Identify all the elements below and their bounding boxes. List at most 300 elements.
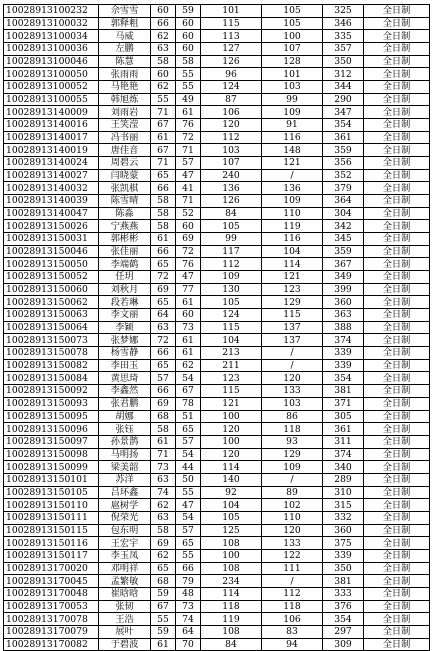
score-3-cell: 120 (201, 423, 262, 436)
total-score-cell: 367 (323, 258, 364, 271)
score-2-cell: 57 (176, 435, 201, 448)
score-4-cell: 115 (262, 309, 323, 322)
candidate-id-cell: 10028913150082 (4, 359, 99, 372)
study-mode-cell: 全日制 (364, 638, 430, 651)
table-row (4, 195, 430, 208)
table-row (4, 587, 430, 600)
score-3-cell: 117 (201, 245, 262, 258)
name-cell: 任玥 (99, 271, 151, 284)
total-score-cell: 344 (323, 81, 364, 94)
score-3-cell: 115 (201, 321, 262, 334)
study-mode-cell: 全日制 (364, 81, 430, 94)
total-score-cell: 290 (323, 93, 364, 106)
candidate-id-cell: 10028913150078 (4, 347, 99, 360)
score-1-cell: 71 (151, 448, 176, 461)
total-score-cell: 374 (323, 448, 364, 461)
name-cell: 马威 (99, 30, 151, 43)
candidate-id-cell: 10028913140016 (4, 119, 99, 132)
score-3-cell: 84 (201, 638, 262, 651)
table-row (4, 575, 430, 588)
score-3-cell: 104 (201, 334, 262, 347)
study-mode-cell: 全日制 (364, 245, 430, 258)
score-3-cell: 105 (201, 511, 262, 524)
table-row (4, 625, 430, 638)
score-2-cell: 58 (176, 55, 201, 68)
score-3-cell: 114 (201, 587, 262, 600)
table-row (4, 93, 430, 106)
study-mode-cell: 全日制 (364, 448, 430, 461)
score-3-cell: 126 (201, 195, 262, 208)
candidate-id-cell: 10028913150117 (4, 549, 99, 562)
total-score-cell: 332 (323, 511, 364, 524)
table-body (4, 5, 430, 651)
score-4-cell: 94 (262, 638, 323, 651)
score-3-cell: 107 (201, 157, 262, 170)
score-2-cell: 73 (176, 321, 201, 334)
study-mode-cell: 全日制 (364, 625, 430, 638)
score-4-cell: 133 (262, 385, 323, 398)
total-score-cell: 356 (323, 157, 364, 170)
name-cell: 郭彬彬 (99, 233, 151, 246)
candidate-id-cell: 10028913150060 (4, 283, 99, 296)
candidate-id-cell: 10028913170048 (4, 587, 99, 600)
score-3-cell: 112 (201, 258, 262, 271)
score-1-cell: 61 (151, 131, 176, 144)
score-1-cell: 65 (151, 258, 176, 271)
score-2-cell: 79 (176, 575, 201, 588)
score-1-cell: 66 (151, 245, 176, 258)
name-cell: 胡娜 (99, 410, 151, 423)
name-cell: 刘秋月 (99, 283, 151, 296)
score-3-cell: 113 (201, 30, 262, 43)
score-2-cell: 47 (176, 271, 201, 284)
total-score-cell: 345 (323, 233, 364, 246)
study-mode-cell: 全日制 (364, 233, 430, 246)
score-3-cell: 105 (201, 220, 262, 233)
score-3-cell: 126 (201, 55, 262, 68)
table-row (4, 334, 430, 347)
score-3-cell: 96 (201, 68, 262, 81)
score-4-cell: 110 (262, 207, 323, 220)
candidate-id-cell: 10028913150093 (4, 397, 99, 410)
table-row (4, 549, 430, 562)
score-2-cell: 60 (176, 309, 201, 322)
score-2-cell: 60 (176, 17, 201, 30)
table-row (4, 131, 430, 144)
score-2-cell: 65 (176, 423, 201, 436)
score-2-cell: 66 (176, 562, 201, 575)
table-row (4, 524, 430, 537)
table-row (4, 600, 430, 613)
score-2-cell: 61 (176, 296, 201, 309)
study-mode-cell: 全日制 (364, 372, 430, 385)
score-1-cell: 65 (151, 359, 176, 372)
score-2-cell: 77 (176, 283, 201, 296)
score-3-cell: 108 (201, 625, 262, 638)
table-row (4, 271, 430, 284)
score-1-cell: 68 (151, 575, 176, 588)
score-4-cell: 103 (262, 397, 323, 410)
score-4-cell: 111 (262, 562, 323, 575)
score-3-cell: 114 (201, 461, 262, 474)
score-1-cell: 65 (151, 296, 176, 309)
score-3-cell: 115 (201, 385, 262, 398)
table-row (4, 233, 430, 246)
score-4-cell: 128 (262, 55, 323, 68)
score-4-cell: 110 (262, 511, 323, 524)
score-3-cell: 106 (201, 106, 262, 119)
candidate-id-cell: 10028913150111 (4, 511, 99, 524)
total-score-cell: 357 (323, 43, 364, 56)
score-4-cell: 93 (262, 435, 323, 448)
score-4-cell: 101 (262, 68, 323, 81)
candidate-id-cell: 10028913150096 (4, 423, 99, 436)
total-score-cell: 340 (323, 461, 364, 474)
score-4-cell: 100 (262, 30, 323, 43)
score-2-cell: 72 (176, 245, 201, 258)
score-3-cell: 234 (201, 575, 262, 588)
table-row (4, 372, 430, 385)
score-2-cell: 55 (176, 81, 201, 94)
name-cell: 孙景鹊 (99, 435, 151, 448)
total-score-cell: 347 (323, 106, 364, 119)
total-score-cell: 359 (323, 144, 364, 157)
score-1-cell: 69 (151, 537, 176, 550)
candidate-id-cell: 10028913150101 (4, 473, 99, 486)
score-1-cell: 58 (151, 524, 176, 537)
score-1-cell: 71 (151, 106, 176, 119)
name-cell: 苏洋 (99, 473, 151, 486)
score-4-cell: 106 (262, 613, 323, 626)
score-4-cell: / (262, 359, 323, 372)
total-score-cell: 309 (323, 638, 364, 651)
score-3-cell: 109 (201, 271, 262, 284)
name-cell: 吕环鑫 (99, 486, 151, 499)
score-1-cell: 58 (151, 423, 176, 436)
score-3-cell: 100 (201, 410, 262, 423)
score-4-cell: 118 (262, 423, 323, 436)
score-3-cell: 123 (201, 372, 262, 385)
score-4-cell: 118 (262, 600, 323, 613)
candidate-id-cell: 10028913140017 (4, 131, 99, 144)
study-mode-cell: 全日制 (364, 613, 430, 626)
table-row (4, 258, 430, 271)
candidate-id-cell: 10028913170079 (4, 625, 99, 638)
candidate-id-cell: 10028913150046 (4, 245, 99, 258)
study-mode-cell: 全日制 (364, 309, 430, 322)
name-cell: 宁燕燕 (99, 220, 151, 233)
name-cell: 黄思琦 (99, 372, 151, 385)
score-1-cell: 69 (151, 397, 176, 410)
score-2-cell: 73 (176, 600, 201, 613)
name-cell: 冯书丽 (99, 131, 151, 144)
table-row (4, 486, 430, 499)
study-mode-cell: 全日制 (364, 30, 430, 43)
score-3-cell: 240 (201, 169, 262, 182)
name-cell: 李玉凤 (99, 549, 151, 562)
total-score-cell: 325 (323, 5, 364, 18)
study-mode-cell: 全日制 (364, 473, 430, 486)
study-mode-cell: 全日制 (364, 347, 430, 360)
score-2-cell: 60 (176, 220, 201, 233)
study-mode-cell: 全日制 (364, 575, 430, 588)
score-4-cell: 114 (262, 258, 323, 271)
total-score-cell: 339 (323, 549, 364, 562)
candidate-id-cell: 10028913150110 (4, 499, 99, 512)
name-cell: 张钰 (99, 423, 151, 436)
table-row (4, 144, 430, 157)
score-4-cell: 112 (262, 587, 323, 600)
table-row (4, 423, 430, 436)
score-4-cell: 116 (262, 233, 323, 246)
score-1-cell: 72 (151, 271, 176, 284)
score-4-cell: 105 (262, 5, 323, 18)
candidate-id-cell: 10028913140009 (4, 106, 99, 119)
score-1-cell: 58 (151, 55, 176, 68)
score-1-cell: 66 (151, 347, 176, 360)
candidate-id-cell: 10028913150052 (4, 271, 99, 284)
name-cell: 李田玉 (99, 359, 151, 372)
study-mode-cell: 全日制 (364, 334, 430, 347)
name-cell: 左鹏 (99, 43, 151, 56)
score-2-cell: 61 (176, 347, 201, 360)
total-score-cell: 354 (323, 613, 364, 626)
study-mode-cell: 全日制 (364, 296, 430, 309)
study-mode-cell: 全日制 (364, 587, 430, 600)
study-mode-cell: 全日制 (364, 182, 430, 195)
candidate-id-cell: 10028913150115 (4, 524, 99, 537)
table-row (4, 245, 430, 258)
total-score-cell: 399 (323, 283, 364, 296)
total-score-cell: 339 (323, 359, 364, 372)
score-1-cell: 55 (151, 613, 176, 626)
table-row (4, 55, 430, 68)
score-1-cell: 58 (151, 220, 176, 233)
score-1-cell: 69 (151, 283, 176, 296)
score-2-cell: 64 (176, 625, 201, 638)
total-score-cell: 374 (323, 334, 364, 347)
table-row (4, 157, 430, 170)
score-4-cell: 109 (262, 195, 323, 208)
score-2-cell: 41 (176, 182, 201, 195)
score-1-cell: 67 (151, 144, 176, 157)
score-4-cell: 121 (262, 271, 323, 284)
total-score-cell: 388 (323, 321, 364, 334)
score-4-cell: 137 (262, 321, 323, 334)
score-3-cell: 120 (201, 119, 262, 132)
name-cell: 于碧波 (99, 638, 151, 651)
table-row (4, 397, 430, 410)
score-1-cell: 71 (151, 157, 176, 170)
score-3-cell: 211 (201, 359, 262, 372)
score-1-cell: 65 (151, 169, 176, 182)
score-3-cell: 127 (201, 43, 262, 56)
candidate-id-cell: 10028913150092 (4, 385, 99, 398)
name-cell: 陈雪晴 (99, 195, 151, 208)
table-row (4, 81, 430, 94)
score-3-cell: 108 (201, 537, 262, 550)
total-score-cell: 359 (323, 245, 364, 258)
table-row (4, 359, 430, 372)
total-score-cell: 346 (323, 17, 364, 30)
name-cell: 展叶 (99, 625, 151, 638)
table-row (4, 68, 430, 81)
name-cell: 扈树学 (99, 499, 151, 512)
total-score-cell: 350 (323, 562, 364, 575)
score-3-cell: 112 (201, 131, 262, 144)
candidate-id-cell: 10028913140027 (4, 169, 99, 182)
score-4-cell: 109 (262, 106, 323, 119)
study-mode-cell: 全日制 (364, 321, 430, 334)
score-4-cell: 120 (262, 524, 323, 537)
score-2-cell: 54 (176, 448, 201, 461)
name-cell: 段若琳 (99, 296, 151, 309)
score-4-cell: 109 (262, 461, 323, 474)
score-4-cell: 129 (262, 296, 323, 309)
table-row (4, 169, 430, 182)
score-4-cell: 120 (262, 372, 323, 385)
study-mode-cell: 全日制 (364, 410, 430, 423)
score-1-cell: 68 (151, 410, 176, 423)
study-mode-cell: 全日制 (364, 131, 430, 144)
name-cell: 张凯棋 (99, 182, 151, 195)
name-cell: 陈慧 (99, 55, 151, 68)
total-score-cell: 354 (323, 372, 364, 385)
candidate-id-cell: 10028913140019 (4, 144, 99, 157)
name-cell: 李文丽 (99, 309, 151, 322)
score-1-cell: 67 (151, 600, 176, 613)
score-1-cell: 57 (151, 372, 176, 385)
name-cell: 张佳丽 (99, 245, 151, 258)
study-mode-cell: 全日制 (364, 68, 430, 81)
score-2-cell: 47 (176, 169, 201, 182)
study-mode-cell: 全日制 (364, 562, 430, 575)
study-mode-cell: 全日制 (364, 195, 430, 208)
total-score-cell: 361 (323, 131, 364, 144)
score-2-cell: 65 (176, 537, 201, 550)
score-3-cell: 125 (201, 524, 262, 537)
name-cell: 闫晓蒙 (99, 169, 151, 182)
study-mode-cell: 全日制 (364, 55, 430, 68)
score-1-cell: 64 (151, 309, 176, 322)
score-4-cell: 91 (262, 119, 323, 132)
candidate-id-cell: 10028913150097 (4, 435, 99, 448)
admission-score-table (3, 4, 430, 651)
candidate-id-cell: 10028913140047 (4, 207, 99, 220)
score-4-cell: 89 (262, 486, 323, 499)
table-row (4, 537, 430, 550)
name-cell: 孟繁敏 (99, 575, 151, 588)
candidate-id-cell: 10028913150098 (4, 448, 99, 461)
name-cell: 张君鹏 (99, 397, 151, 410)
score-2-cell: 57 (176, 157, 201, 170)
score-2-cell: 48 (176, 587, 201, 600)
total-score-cell: 371 (323, 397, 364, 410)
total-score-cell: 335 (323, 30, 364, 43)
score-1-cell: 58 (151, 207, 176, 220)
name-cell: 杨雪静 (99, 347, 151, 360)
study-mode-cell: 全日制 (364, 106, 430, 119)
score-4-cell: 105 (262, 17, 323, 30)
score-1-cell: 60 (151, 68, 176, 81)
table-row (4, 347, 430, 360)
score-1-cell: 66 (151, 385, 176, 398)
total-score-cell: 376 (323, 600, 364, 613)
name-cell: 周碧云 (99, 157, 151, 170)
candidate-id-cell: 10028913170053 (4, 600, 99, 613)
candidate-id-cell: 10028913100036 (4, 43, 99, 56)
total-score-cell: 304 (323, 207, 364, 220)
table-row (4, 220, 430, 233)
study-mode-cell: 全日制 (364, 43, 430, 56)
score-1-cell: 60 (151, 5, 176, 18)
total-score-cell: 297 (323, 625, 364, 638)
score-2-cell: 54 (176, 511, 201, 524)
score-2-cell: 76 (176, 258, 201, 271)
score-3-cell: 140 (201, 473, 262, 486)
score-2-cell: 78 (176, 397, 201, 410)
score-4-cell: / (262, 169, 323, 182)
name-cell: 郭释粗 (99, 17, 151, 30)
score-2-cell: 50 (176, 473, 201, 486)
name-cell: 韩旭炼 (99, 93, 151, 106)
candidate-id-cell: 10028913170078 (4, 613, 99, 626)
study-mode-cell: 全日制 (364, 423, 430, 436)
score-2-cell: 67 (176, 385, 201, 398)
score-3-cell: 99 (201, 233, 262, 246)
score-1-cell: 61 (151, 233, 176, 246)
score-3-cell: 101 (201, 5, 262, 18)
name-cell: 邓明祥 (99, 562, 151, 575)
score-2-cell: 60 (176, 43, 201, 56)
score-3-cell: 124 (201, 81, 262, 94)
name-cell: 李鑫然 (99, 385, 151, 398)
table-row (4, 562, 430, 575)
score-2-cell: 76 (176, 119, 201, 132)
score-3-cell: 100 (201, 549, 262, 562)
score-2-cell: 55 (176, 68, 201, 81)
score-2-cell: 57 (176, 524, 201, 537)
table-row (4, 182, 430, 195)
total-score-cell: 381 (323, 575, 364, 588)
total-score-cell: 349 (323, 271, 364, 284)
table-row (4, 43, 430, 56)
score-1-cell: 59 (151, 625, 176, 638)
study-mode-cell: 全日制 (364, 549, 430, 562)
score-4-cell: 103 (262, 81, 323, 94)
score-4-cell: 148 (262, 144, 323, 157)
name-cell: 李端鹤 (99, 258, 151, 271)
study-mode-cell: 全日制 (364, 600, 430, 613)
score-3-cell: 118 (201, 600, 262, 613)
score-2-cell: 69 (176, 233, 201, 246)
total-score-cell: 379 (323, 182, 364, 195)
score-4-cell: 83 (262, 625, 323, 638)
score-3-cell: 87 (201, 93, 262, 106)
candidate-id-cell: 10028913150084 (4, 372, 99, 385)
table-row (4, 385, 430, 398)
name-cell: 崔晗晗 (99, 587, 151, 600)
study-mode-cell: 全日制 (364, 157, 430, 170)
candidate-id-cell: 10028913100052 (4, 81, 99, 94)
score-1-cell: 62 (151, 499, 176, 512)
study-mode-cell: 全日制 (364, 144, 430, 157)
name-cell: 包东明 (99, 524, 151, 537)
candidate-id-cell: 10028913100050 (4, 68, 99, 81)
total-score-cell: 352 (323, 169, 364, 182)
score-4-cell: / (262, 473, 323, 486)
candidate-id-cell: 10028913150031 (4, 233, 99, 246)
